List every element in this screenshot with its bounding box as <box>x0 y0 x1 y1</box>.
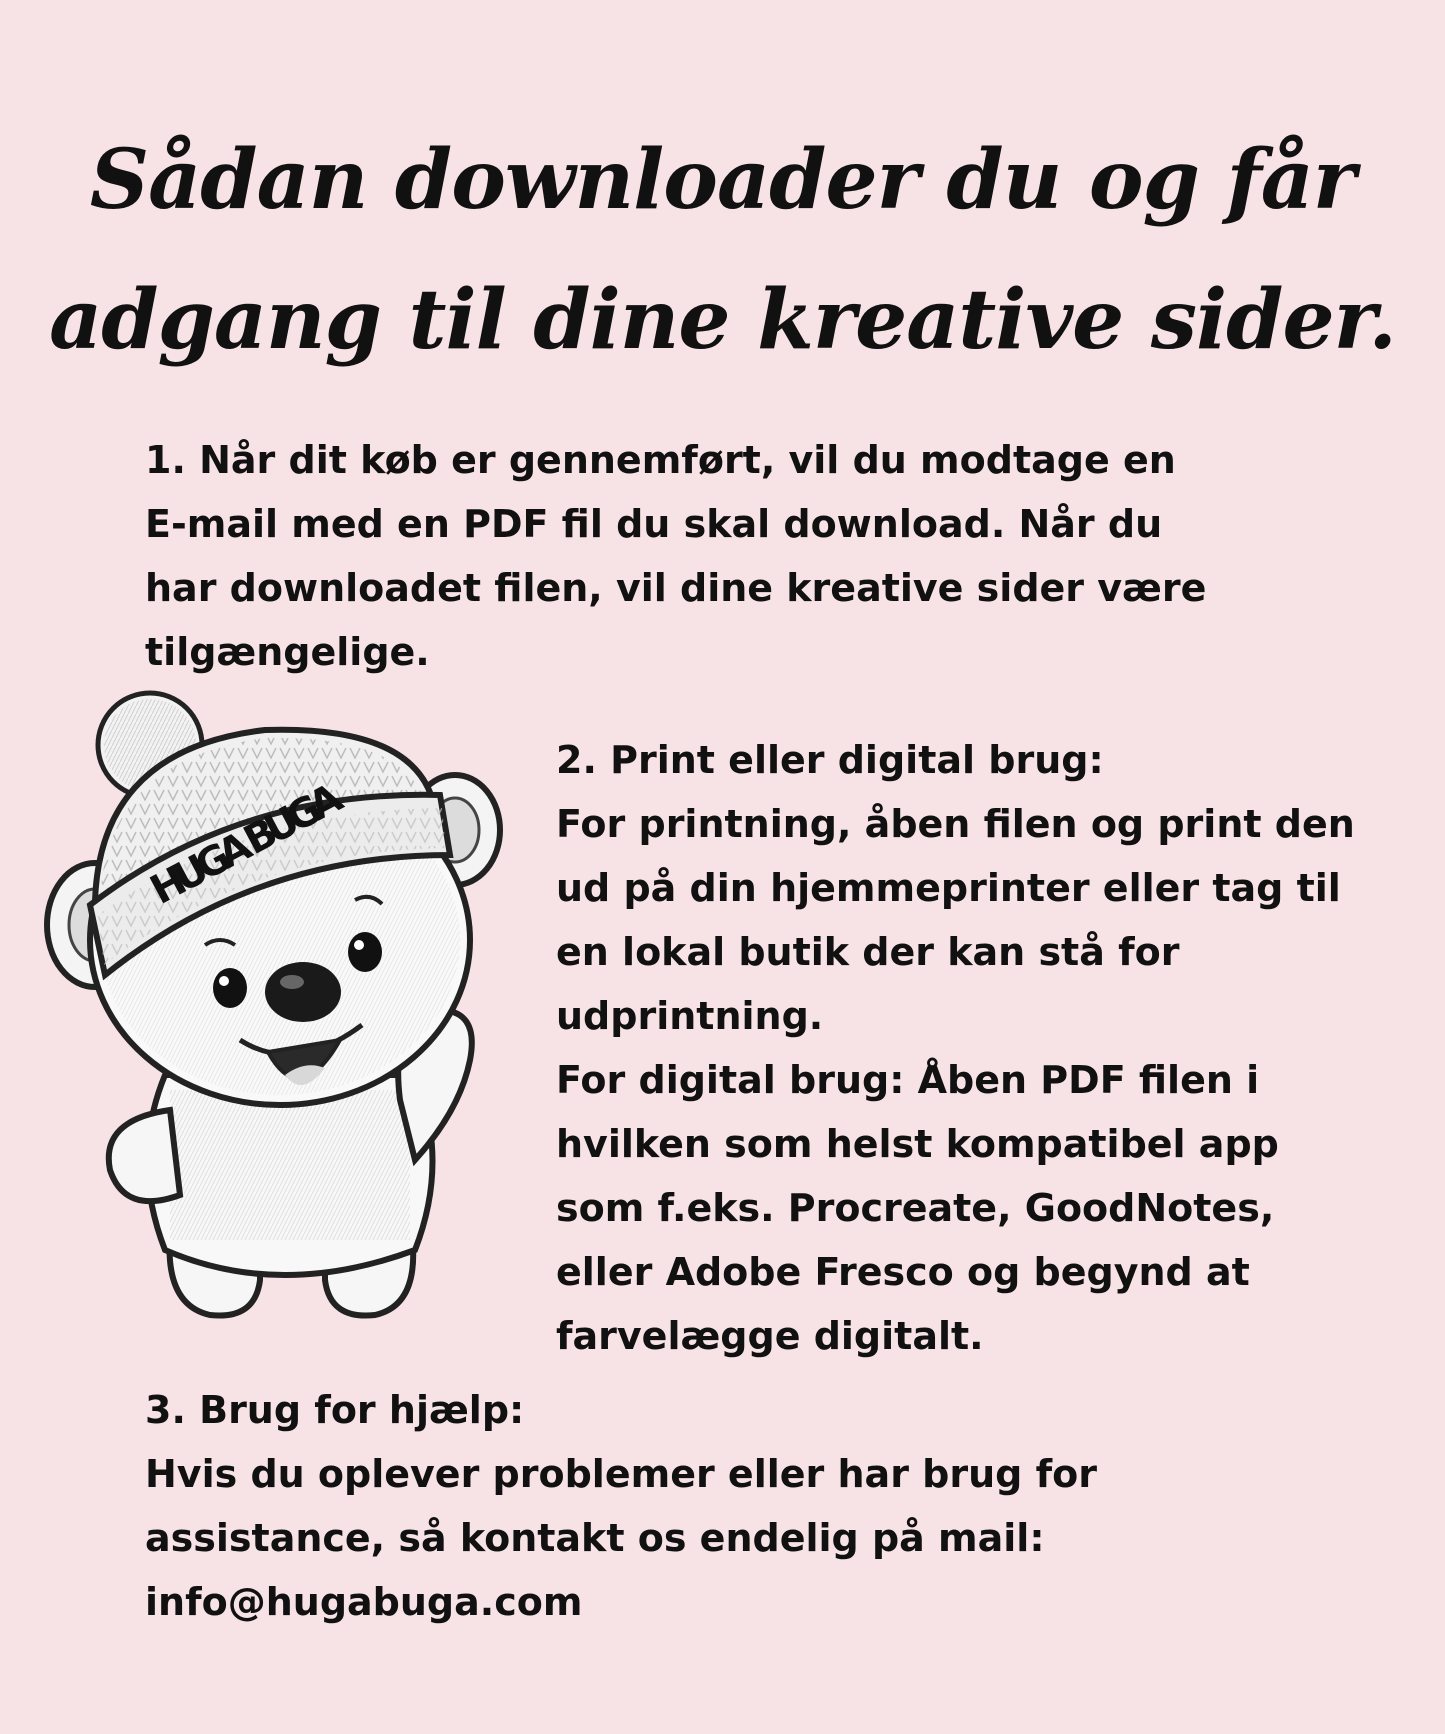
bear-mascot-icon <box>40 690 530 1340</box>
contact-email: info@hugabuga.com <box>145 1580 583 1624</box>
step-2-line: hvilken som helst kompatibel app <box>556 1122 1279 1166</box>
step-1-download <box>145 428 1285 684</box>
step-1-line: 1. Når dit køb er gennemført, vil du modtage en <box>145 438 1176 482</box>
step-3-heading: 3. Brug for hjælp: <box>145 1388 525 1432</box>
title-line-1: Sådan downloader du og får <box>89 132 1356 228</box>
step-1-line: E-mail med en PDF fil du skal download. Når du <box>145 502 1163 546</box>
title-line-2: adgang til dine kreative sider. <box>49 272 1396 368</box>
step-2-heading: 2. Print eller digital brug: <box>556 738 1104 782</box>
step-3-line: assistance, så kontakt os endelig på mail: <box>145 1516 1045 1560</box>
step-2-print-or-digital <box>556 728 1416 1368</box>
step-2-line: For printning, åben filen og print den <box>556 802 1355 846</box>
step-2-line: eller Adobe Fresco og begynd at <box>556 1250 1250 1294</box>
step-2-line: en lokal butik der kan stå for <box>556 930 1180 974</box>
step-2-line: For digital brug: Åben PDF filen i <box>556 1058 1260 1102</box>
hat-text: HUGA BUGA <box>143 774 351 914</box>
step-2-line: udprintning. <box>556 994 824 1038</box>
step-2-line: ud på din hjemmeprinter eller tag til <box>556 866 1341 910</box>
step-2-line: farvelægge digitalt. <box>556 1314 984 1358</box>
step-1-line: har downloadet filen, vil dine kreative sider være <box>145 566 1207 610</box>
step-3-help <box>145 1378 1285 1634</box>
page-title <box>0 110 1445 390</box>
step-1-line: tilgængelige. <box>145 630 430 674</box>
step-3-line: Hvis du oplever problemer eller har brug for <box>145 1452 1097 1496</box>
step-2-line: som f.eks. Procreate, GoodNotes, <box>556 1186 1275 1230</box>
